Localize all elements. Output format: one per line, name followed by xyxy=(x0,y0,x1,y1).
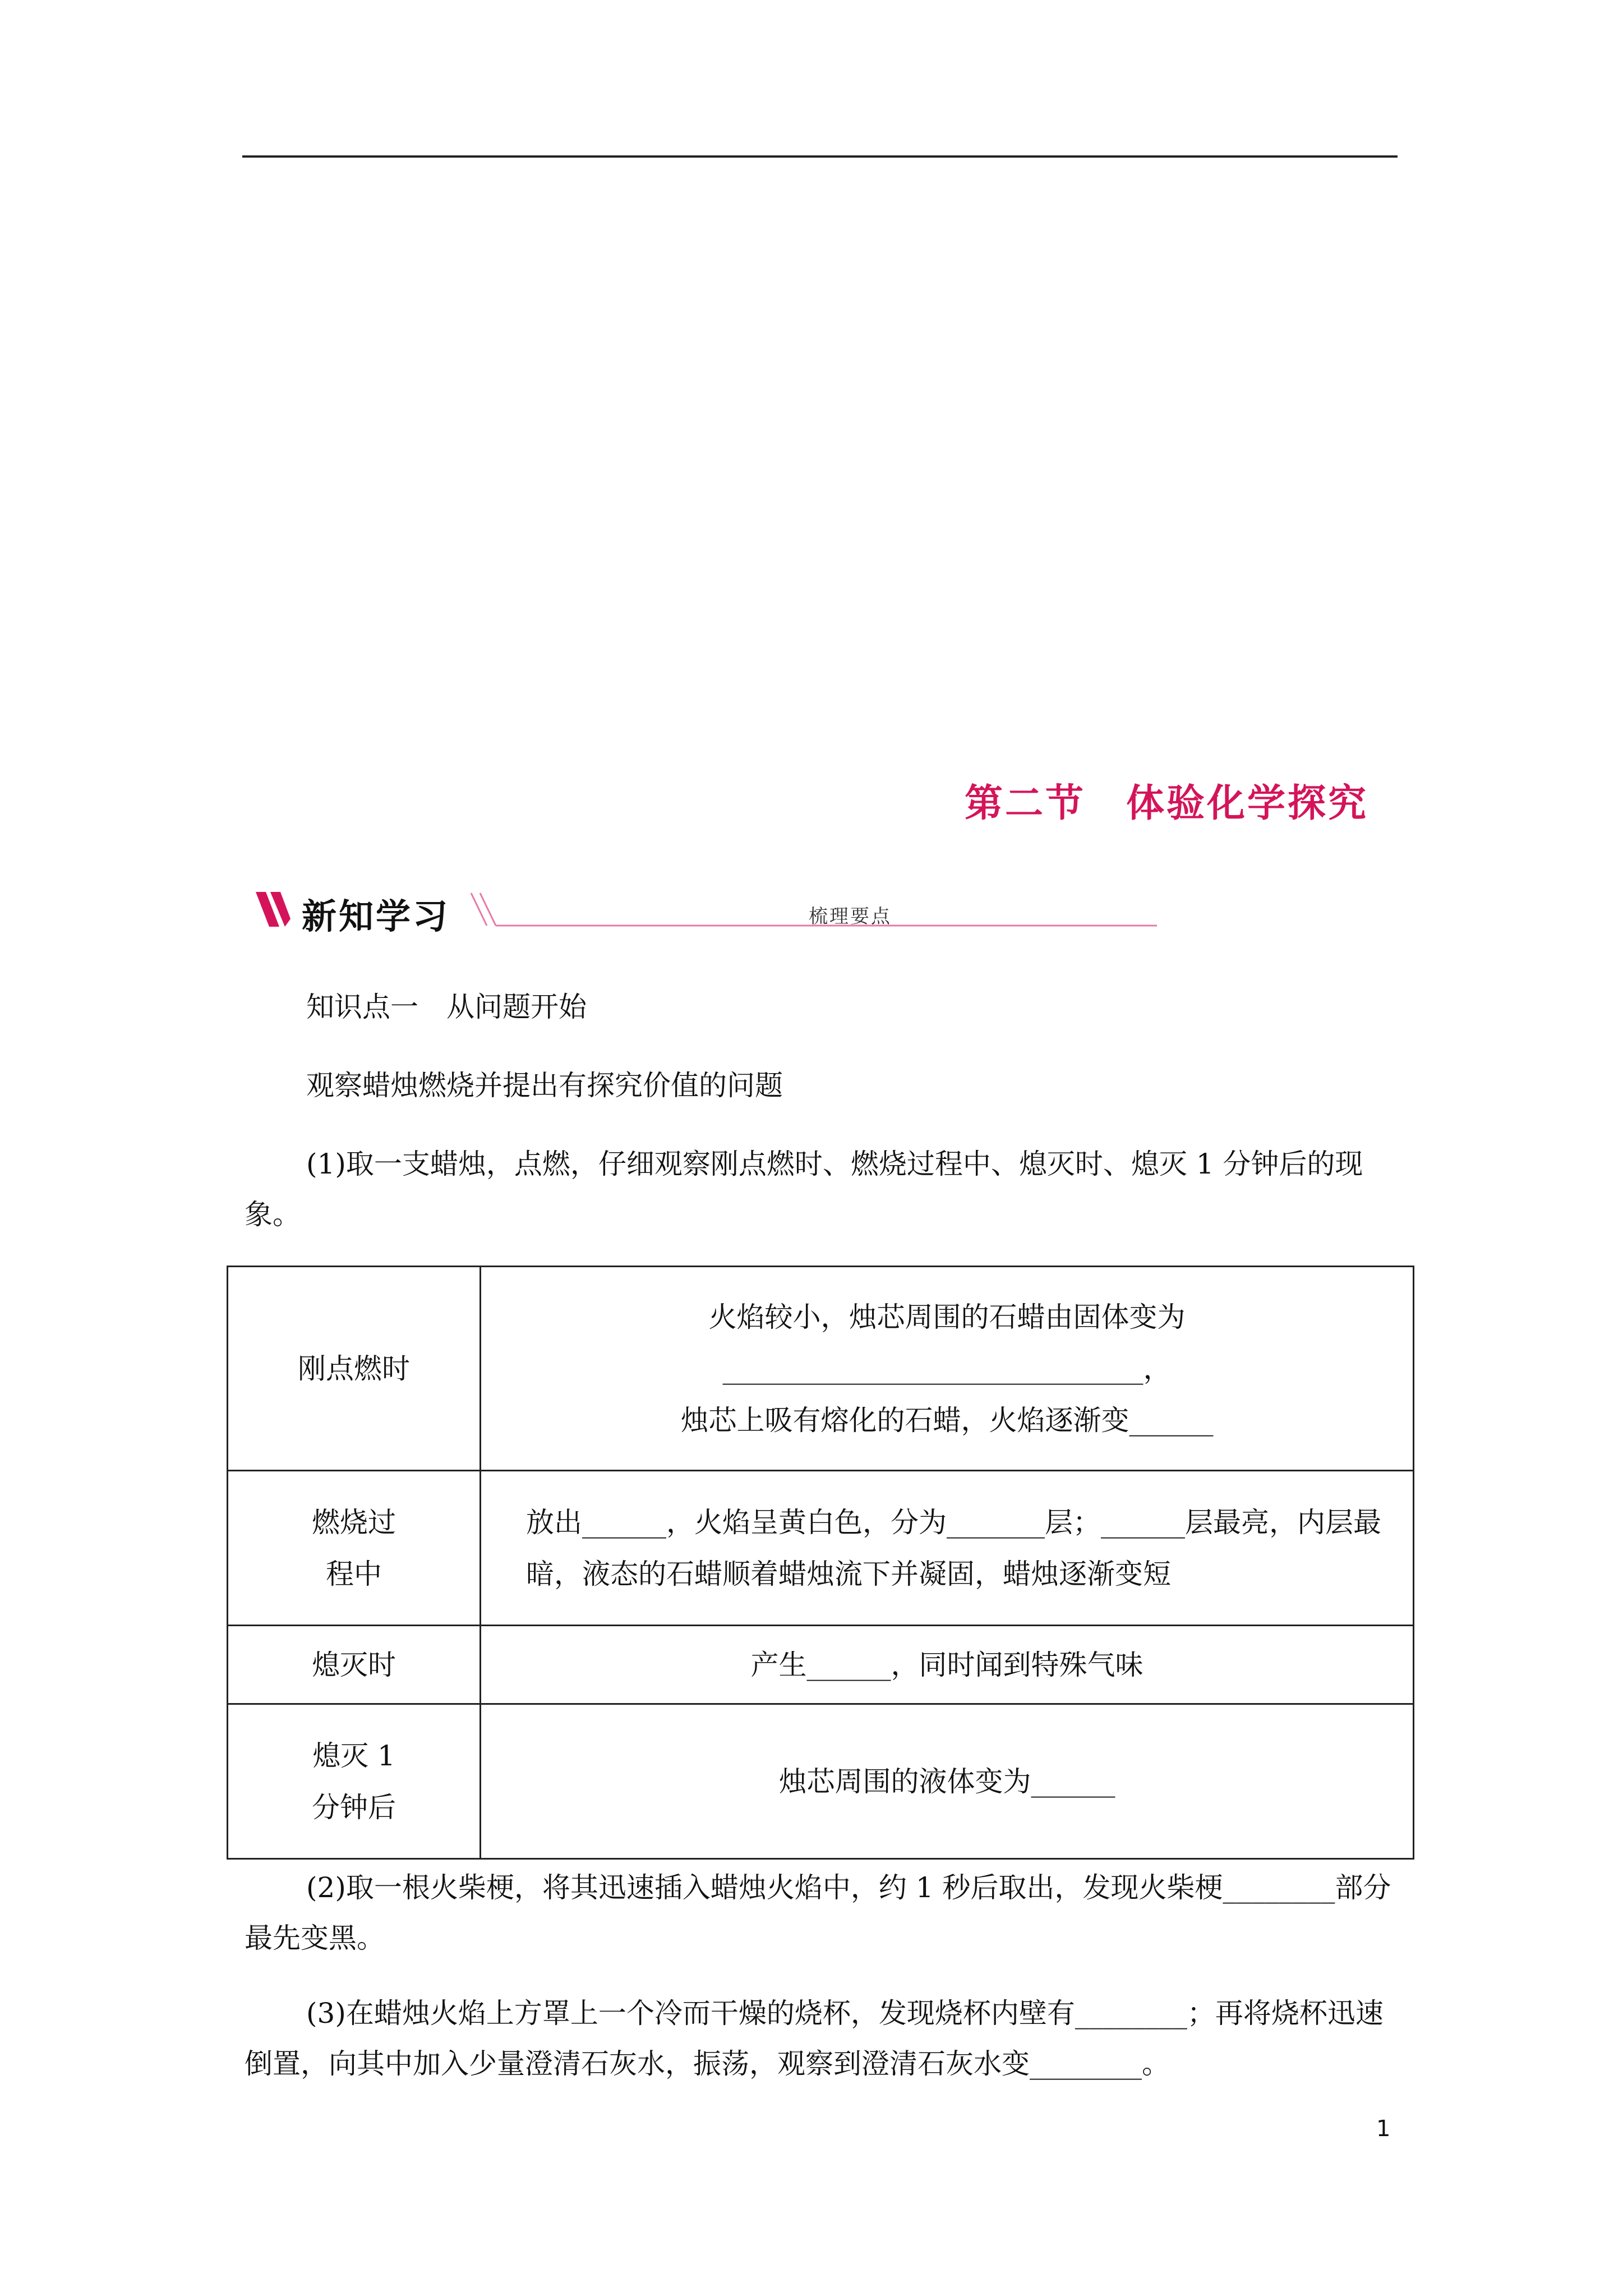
section-title: 第二节 体验化学探究 xyxy=(965,781,1369,826)
description-line: 烛芯上吸有熔化的石蜡，火焰逐渐变______ xyxy=(680,1404,1214,1437)
observe-heading: 观察蜡烛燃烧并提出有探究价值的问题 xyxy=(306,1069,783,1102)
table-row xyxy=(228,1626,1414,1704)
label-line: 燃烧过 xyxy=(312,1506,396,1539)
table-row xyxy=(228,1267,1414,1471)
row-label xyxy=(228,1471,481,1626)
knowledge-point-heading: 知识点一 从问题开始 xyxy=(306,991,587,1023)
table-row xyxy=(228,1471,1414,1626)
page-number: 1 xyxy=(1376,2116,1391,2142)
banner-slash-icon xyxy=(253,890,293,929)
table-row xyxy=(228,1704,1414,1859)
banner-label: 新知学习 xyxy=(302,896,450,937)
label-line: 程中 xyxy=(326,1557,382,1590)
row-description: 烛芯周围的液体变为______ xyxy=(481,1704,1414,1859)
question-1: (1)取一支蜡烛，点燃，仔细观察刚点燃时、燃烧过程中、熄灭时、熄灭 1 分钟后的现象。 xyxy=(245,1148,1363,1231)
section-banner xyxy=(253,886,910,937)
row-description: 放出______，火焰呈黄白色，分为_______层；______层最亮，内层最暗，液态的石蜡顺着蜡烛流下并凝固，蜡烛逐渐变短 xyxy=(481,1471,1414,1626)
banner-subtitle: 梳理要点 xyxy=(809,905,892,928)
label-line: 分钟后 xyxy=(312,1791,396,1824)
description-line: ______________________________， xyxy=(722,1352,1172,1385)
row-description: 产生______，同时闻到特殊气味 xyxy=(481,1626,1414,1704)
question-2: (2)取一根火柴梗，将其迅速插入蜡烛火焰中，约 1 秒后取出，发现火柴梗________部分最先变黑。 xyxy=(245,1871,1391,1954)
question-3: (3)在蜡烛火焰上方罩上一个冷而干燥的烧杯，发现烧杯内壁有________；再将烧杯迅速倒置，向其中加入少量澄清石灰水，振荡，观察到澄清石灰水变________。 xyxy=(245,1997,1384,2080)
row-label xyxy=(228,1704,481,1859)
row-label: 熄灭时 xyxy=(228,1626,481,1704)
description-line: 火焰较小，烛芯周围的石蜡由固体变为 xyxy=(708,1300,1186,1333)
row-description xyxy=(481,1267,1414,1471)
header-rule xyxy=(242,155,1398,158)
label-line: 熄灭 1 xyxy=(312,1739,395,1772)
row-label: 刚点燃时 xyxy=(228,1267,481,1471)
observation-table xyxy=(227,1266,1414,1860)
